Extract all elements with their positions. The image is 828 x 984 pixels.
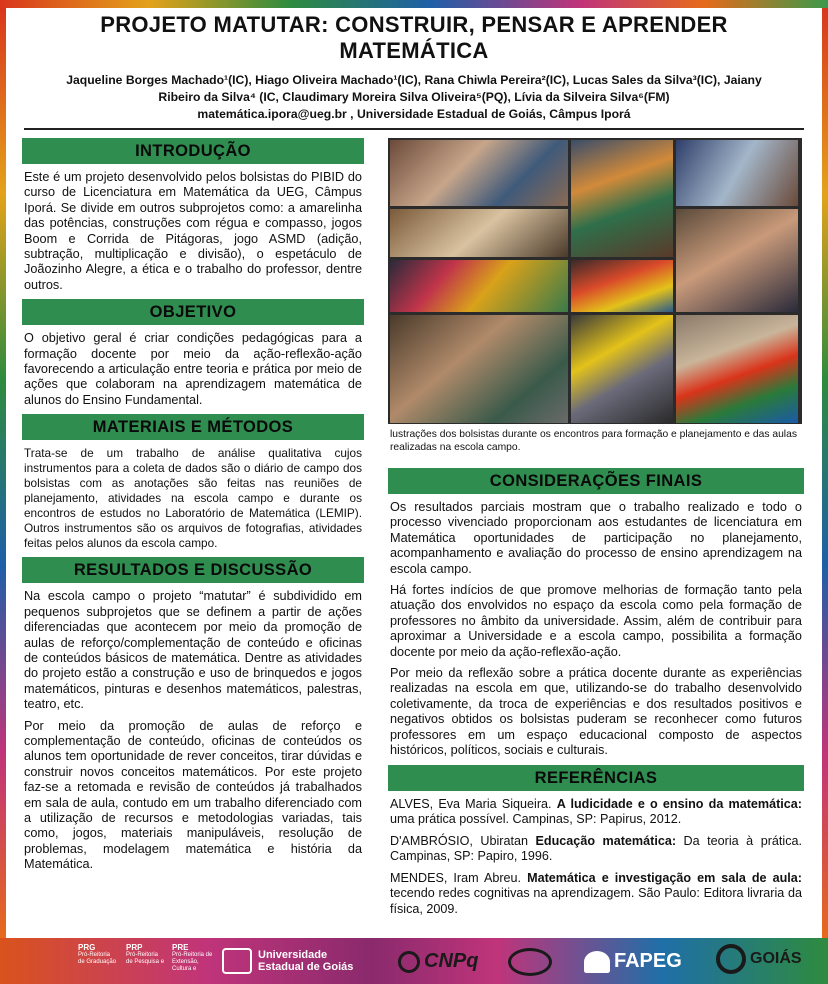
ueg-logo — [222, 948, 372, 974]
left-column — [22, 138, 364, 879]
reference-3-author: MENDES, Iram Abreu. — [390, 870, 528, 885]
fapeg-emblem-icon — [584, 951, 610, 973]
reference-2 — [390, 834, 802, 865]
authors-block — [40, 72, 788, 123]
results-heading: RESULTADOS E DISCUSSÃO — [22, 557, 364, 583]
photo-math-game — [390, 260, 568, 312]
capes-logo-icon — [508, 948, 552, 976]
goias-label: GOIÁS — [750, 950, 802, 968]
prp-logo — [126, 944, 166, 966]
prg-subtitle: Pró-Reitoria de Graduação — [78, 952, 117, 965]
pre-subtitle: Pró-Reitoria de Extensão, Cultura e — [172, 952, 213, 972]
pre-label: PRE — [172, 943, 189, 952]
right-column — [388, 138, 804, 924]
reference-1-details: uma prática possível. Campinas, SP: Papirus, 2012. — [390, 812, 682, 827]
cnpq-label: CNPq — [424, 950, 479, 972]
fapeg-logo — [584, 950, 682, 973]
prg-label: PRG — [78, 943, 96, 952]
photo-computer-lab — [571, 315, 673, 423]
sponsors-footer — [0, 938, 828, 984]
prp-subtitle: Pró-Reitoria de Pesquisa e — [126, 952, 165, 965]
authors-contact: matemática.ipora@ueg.br , Universidade Estadual de Goiás, Câmpus Iporá — [197, 107, 631, 121]
poster-title: PROJETO MATUTAR: CONSTRUIR, PENSAR E APRENDER MATEMÁTICA — [100, 12, 728, 63]
decorative-right-band — [822, 8, 828, 938]
conclusions-paragraph-1: Os resultados parciais mostram que o trabalho realizado e todo o processo vivenciado proporcionam aos estudantes de licenciatura em Matemática oportunidades de participação no planejamento, acompanhamento e avaliação do processo de ensino aprendizagem na escola campo. — [390, 500, 802, 576]
goias-logo — [716, 944, 802, 974]
intro-heading: INTRODUÇÃO — [22, 138, 364, 164]
reference-3-details: tecendo redes cognitivas na aprendizagem. São Paulo: Editora livraria da física, 2009. — [390, 886, 802, 917]
photo-students-group — [390, 140, 568, 206]
conclusions-paragraph-2: Há fortes indícios de que promove melhorias de formação tanto pela atuação dos envolvidos no espaço da escola como pela formação de professores no âmbito da universidade. Assim, além de contribuir para aproximar a Universidade e a escola campo, possibilita a formação docente por meio da ação-reflexão-ação. — [390, 583, 802, 659]
objective-heading: OBJETIVO — [22, 299, 364, 325]
photo-hopscotch — [676, 315, 798, 423]
goias-emblem-icon — [716, 944, 746, 974]
authors-line-2: Ribeiro da Silva⁴ (IC, Claudimary Moreira Silva Oliveira⁵(PQ), Lívia da Silveira Silva⁶(FM) — [158, 90, 670, 104]
references-heading: REFERÊNCIAS — [388, 765, 804, 791]
authors-line-1: Jaqueline Borges Machado¹(IC), Hiago Oliveira Machado¹(IC), Rana Chiwla Pereira²(IC), Lucas Sales da Silva³(IC), Jaiany — [66, 73, 762, 87]
cnpq-logo — [398, 950, 478, 973]
photo-table-activity — [390, 209, 568, 257]
photo-student-portrait — [676, 209, 798, 312]
reference-2-title: Educação matemática: — [535, 833, 677, 848]
reference-2-details: Da teoria à prática. Campinas, SP: Papiro, 1996. — [390, 833, 802, 864]
reference-2-author: D'AMBRÓSIO, Ubiratan — [390, 833, 536, 848]
intro-text: Este é um projeto desenvolvido pelos bolsistas do PIBID do curso de Licenciatura em Matemática da UEG, Câmpus Iporá. Se divide em outros subprojetos como: a amarelinha das potências, construções com régua e compasso, jogos Boom e Corrida de Pitágoras, jogo ASMD (adição, subtração, multiplicação e divisão), o espetáculo de Joãozinho Alegre, a ética e o trabalho do professor, dentre outros. — [24, 170, 362, 292]
conclusions-paragraph-3: Por meio da reflexão sobre a prática docente durante as experiências realizadas na escola em que, utilizando-se do trabalho desenvolvido coletivamente, da troca de experiências e dos resultados positivos e negativos obtidos os bolsistas puderam se reconhecer como futuros professores em um espaço educacional composto de aspectos históricos, políticos, sociais e culturais. — [390, 666, 802, 758]
ueg-emblem-icon — [222, 948, 252, 974]
decorative-left-band — [0, 8, 6, 938]
reference-1-author: ALVES, Eva Maria Siqueira. — [390, 796, 557, 811]
photo-board-game — [571, 140, 673, 257]
photo-collage — [388, 138, 802, 424]
objective-text: O objetivo geral é criar condições pedagógicas para a formação docente por meio da ação-reflexão-ação favorecendo a articulação entre teoria e prática por meio de ações que colaboram na aprendizagem matemática de alunos do Ensino Fundamental. — [24, 331, 362, 407]
ueg-label: Universidade Estadual de Goiás — [258, 949, 354, 973]
photo-outdoor-group — [390, 315, 568, 423]
title-divider — [24, 128, 804, 130]
reference-3-title: Matemática e investigação em sala de aula: — [527, 870, 802, 885]
reference-3 — [390, 871, 802, 918]
results-paragraph-1: Na escola campo o projeto “matutar” é subdividido em pequenos subprojetos que se definem a partir de ações diferenciadas que acontecem por meio da promoção de aulas de reforço/complementação de conteúdo e oficinas de conteúdos básicos de matemática. Dentre as atividades do projeto estão a construção e uso de brinquedos e jogos matemáticos, pinturas e desenhos matemáticos, palestras, teatro, etc. — [24, 589, 362, 712]
reference-1 — [390, 797, 802, 828]
fapeg-label: FAPEG — [614, 950, 682, 972]
reference-1-title: A ludicidade e o ensino da matemática: — [556, 796, 802, 811]
photo-caption: lustrações dos bolsistas durante os encontros para formação e planejamento e das aulas realizadas na escola campo. — [390, 429, 797, 453]
prg-logo — [78, 944, 118, 966]
results-paragraph-2: Por meio da promoção de aulas de reforço e complementação de conteúdo, oficinas de conteúdos os alunos tem oportunidade de rever conceitos, tirar dúvidas e construir novos conceitos matemáticos. Por este projeto faz-se a retomada e revisão de conteúdos já trabalhados em sala de aula, contudo em um trabalho diferenciado com a utilização de recursos e metodologias variadas, tais como, jogos, materiais manipuláveis, resolução de problemas, modelagem matemática e história da Matemática. — [24, 718, 362, 872]
decorative-top-band — [0, 0, 828, 8]
pre-logo — [172, 944, 216, 973]
photo-classroom-work — [676, 140, 798, 206]
conclusions-heading: CONSIDERAÇÕES FINAIS — [388, 468, 804, 494]
methods-heading: MATERIAIS E MÉTODOS — [22, 414, 364, 440]
prp-label: PRP — [126, 943, 143, 952]
photo-game-pieces — [571, 260, 673, 312]
methods-text: Trata-se de um trabalho de análise qualitativa cujos instrumentos para a coleta de dados são o diário de campo dos bolsistas com as anotações são feitas nas reuniões de planejamento, atividades na escola campo e durante os encontros de estudos no Laboratório de Matemática (LEMIP). Outros instrumentos são os arquivos de fotografias, atividades feitas pelos alunos da escola campo. — [24, 446, 362, 551]
cnpq-emblem-icon — [398, 951, 420, 973]
